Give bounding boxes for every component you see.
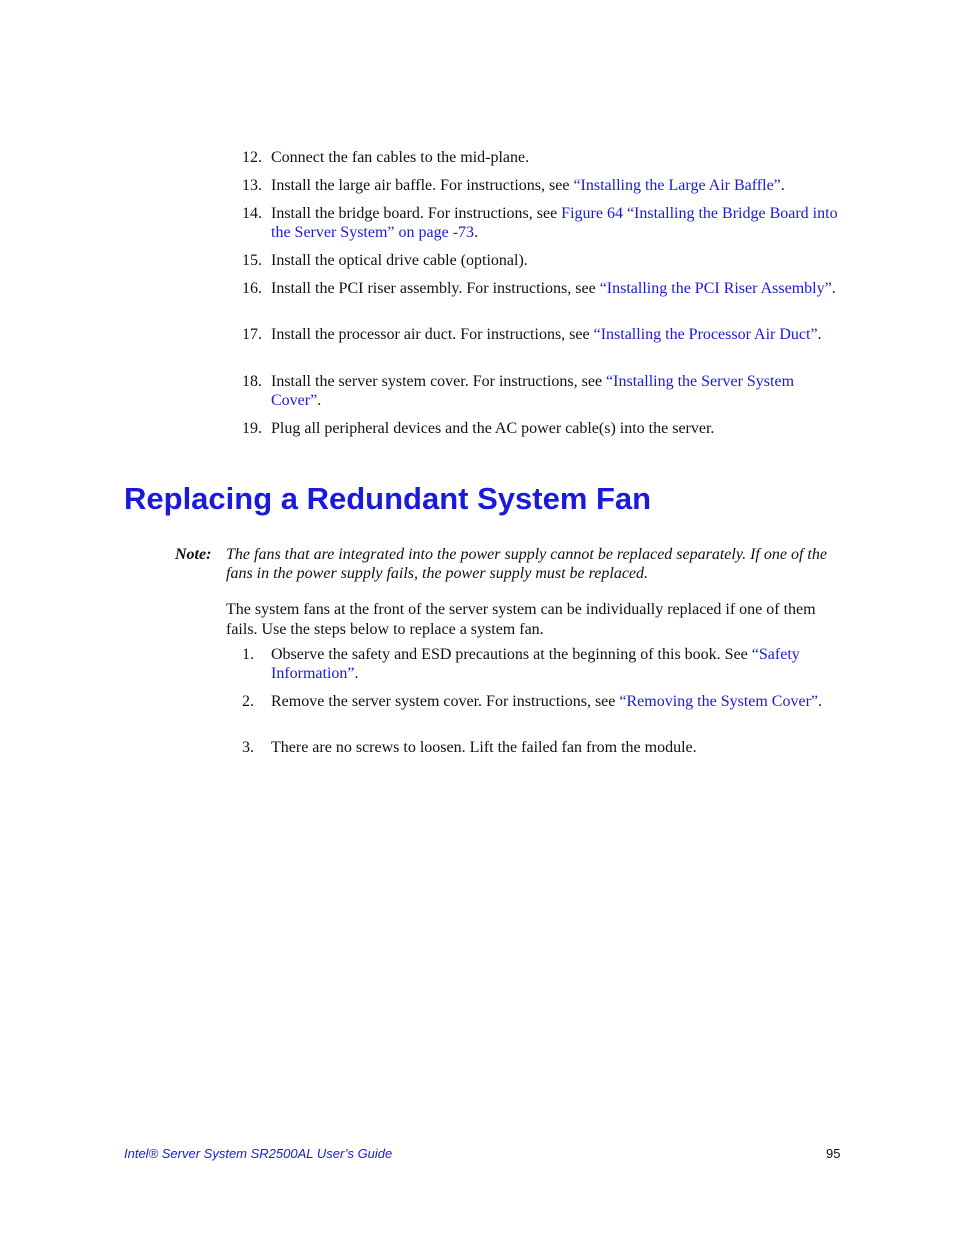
step-text: Install the processor air duct. For instructions, see “Installing the Processor Air Duct”. bbox=[271, 326, 822, 343]
page-number: 95 bbox=[826, 1146, 841, 1161]
step-number: 17. bbox=[242, 326, 262, 343]
step-number: 14. bbox=[242, 205, 262, 222]
cross-reference-link[interactable]: “Installing the Server System Cover” bbox=[271, 373, 795, 409]
step-text: Install the bridge board. For instructions, see Figure 64 “Installing the Bridge Board into the Server System” on page -73. bbox=[271, 205, 838, 241]
cross-reference-link[interactable]: “Installing the PCI Riser Assembly” bbox=[599, 280, 832, 297]
step-text: Install the optical drive cable (optional). bbox=[271, 252, 528, 269]
step-text: Install the server system cover. For instructions, see “Installing the Server System Cover”. bbox=[271, 373, 795, 409]
step-number: 16. bbox=[242, 280, 262, 297]
step-number: 12. bbox=[242, 149, 262, 166]
step-text: Install the large air baffle. For instructions, see “Installing the Large Air Baffle”. bbox=[271, 177, 785, 194]
step-number: 15. bbox=[242, 252, 262, 269]
step-number: 1. bbox=[242, 646, 254, 663]
step-number: 2. bbox=[242, 693, 254, 710]
step-text: Install the PCI riser assembly. For instructions, see “Installing the PCI Riser Assembly”. bbox=[271, 280, 836, 297]
cross-reference-link[interactable]: “Installing the Large Air Baffle” bbox=[573, 177, 781, 194]
cross-reference-link[interactable]: “Safety Information” bbox=[271, 646, 800, 682]
step-number: 18. bbox=[242, 373, 262, 390]
step-text: There are no screws to loosen. Lift the failed fan from the module. bbox=[271, 739, 697, 756]
step-text: Plug all peripheral devices and the AC power cable(s) into the server. bbox=[271, 420, 715, 437]
note-text: The fans that are integrated into the power supply cannot be replaced separately. If one of the fans in the power supply fails, the power supply must be replaced. bbox=[226, 546, 827, 582]
step-text: Connect the fan cables to the mid-plane. bbox=[271, 149, 530, 166]
step-text: Remove the server system cover. For instructions, see “Removing the System Cover”. bbox=[271, 693, 823, 710]
step-number: 19. bbox=[242, 420, 262, 437]
note-label: Note: bbox=[175, 546, 212, 563]
step-number: 3. bbox=[242, 739, 254, 756]
step-text: Observe the safety and ESD precautions at the beginning of this book. See “Safety Information”. bbox=[271, 646, 800, 682]
cross-reference-link[interactable]: “Removing the System Cover” bbox=[619, 693, 819, 710]
step-number: 13. bbox=[242, 177, 262, 194]
footer-document-title: Intel® Server System SR2500AL User’s Guide bbox=[124, 1146, 393, 1161]
intro-paragraph: The system fans at the front of the server system can be individually replaced if one of them fails. Use the steps below to replace a system fan. bbox=[226, 601, 816, 638]
cross-reference-link[interactable]: “Installing the Processor Air Duct” bbox=[593, 326, 818, 343]
section-heading: Replacing a Redundant System Fan bbox=[124, 481, 652, 516]
cross-reference-link[interactable]: Figure 64 “Installing the Bridge Board into the Server System” on page -73 bbox=[271, 205, 838, 241]
